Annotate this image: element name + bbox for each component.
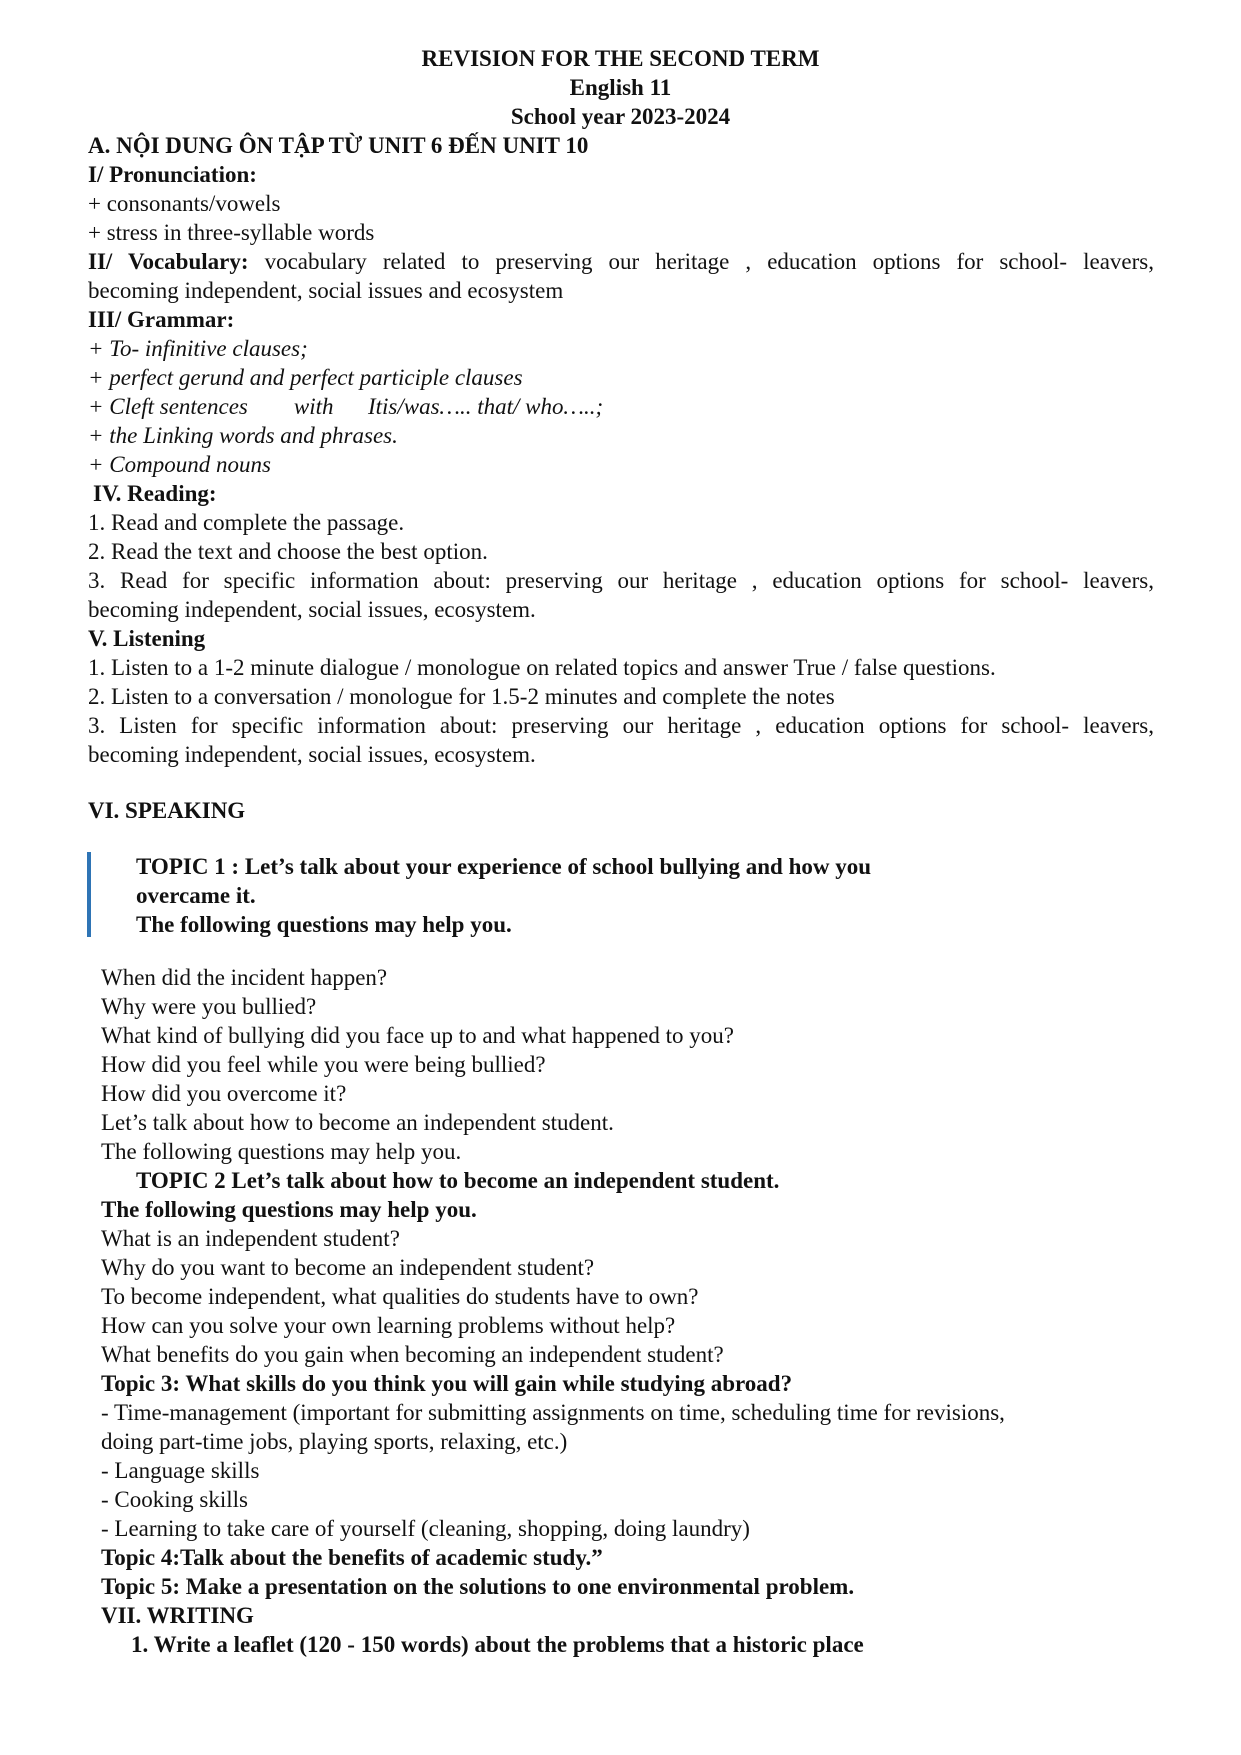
topic2-question: Why do you want to become an independent student? xyxy=(101,1255,595,1280)
topic1-quote-bar xyxy=(87,852,91,937)
topic2-question: How can you solve your own learning problems without help? xyxy=(101,1313,676,1338)
topic2-question: What benefits do you gain when becoming an independent student? xyxy=(101,1342,724,1367)
listening-item: becoming independent, social issues, ecosystem. xyxy=(88,742,536,767)
topic1-question: The following questions may help you. xyxy=(101,1139,462,1164)
vocabulary-text-cont: becoming independent, social issues and ecosystem xyxy=(88,278,564,303)
topic3-item: - Cooking skills xyxy=(101,1487,248,1512)
grammar-item: + the Linking words and phrases. xyxy=(88,423,398,448)
listening-item: 2. Listen to a conversation / monologue for 1.5-2 minutes and complete the notes xyxy=(88,684,835,709)
grammar-item: + To- infinitive clauses; xyxy=(88,336,308,361)
pronunciation-heading: I/ Pronunciation: xyxy=(88,162,257,187)
reading-item: becoming independent, social issues, ecosystem. xyxy=(88,597,536,622)
topic3-title: Topic 3: What skills do you think you will gain while studying abroad? xyxy=(101,1371,793,1396)
vocabulary-heading: II/ Vocabulary: xyxy=(88,249,249,274)
topic2-prompt: The following questions may help you. xyxy=(101,1197,477,1222)
topic1-prompt: The following questions may help you. xyxy=(136,912,512,937)
topic2-question: What is an independent student? xyxy=(101,1226,400,1251)
writing-item: 1. Write a leaflet (120 - 150 words) about the problems that a historic place xyxy=(131,1632,864,1657)
doc-title: REVISION FOR THE SECOND TERM xyxy=(421,46,820,71)
reading-item: 3. Read for specific information about: preserving our heritage , education options for school- leavers, xyxy=(88,568,1154,593)
topic2-question: To become independent, what qualities do students have to own? xyxy=(101,1284,699,1309)
pronunciation-item: + stress in three-syllable words xyxy=(88,220,375,245)
topic1-title-cont: overcame it. xyxy=(136,883,256,908)
topic4-title: Topic 4:Talk about the benefits of academic study.” xyxy=(101,1545,603,1570)
listening-heading: V. Listening xyxy=(88,626,206,651)
speaking-heading: VI. SPEAKING xyxy=(88,798,246,823)
writing-heading: VII. WRITING xyxy=(101,1603,254,1628)
doc-subject: English 11 xyxy=(569,75,672,100)
grammar-item: + Compound nouns xyxy=(88,452,271,477)
grammar-item: + Cleft sentences with Itis/was….. that/ who…..; xyxy=(88,394,604,419)
listening-item: 1. Listen to a 1-2 minute dialogue / monologue on related topics and answer True / false questions. xyxy=(88,655,996,680)
topic1-question: What kind of bullying did you face up to and what happened to you? xyxy=(101,1023,734,1048)
reading-item: 1. Read and complete the passage. xyxy=(88,510,405,535)
topic3-item: - Language skills xyxy=(101,1458,260,1483)
topic1-question: How did you feel while you were being bullied? xyxy=(101,1052,546,1077)
topic5-title: Topic 5: Make a presentation on the solutions to one environmental problem. xyxy=(101,1574,855,1599)
section-a-heading: A. NỘI DUNG ÔN TẬP TỪ UNIT 6 ĐẾN UNIT 10 xyxy=(88,133,589,158)
topic1-question: How did you overcome it? xyxy=(101,1081,347,1106)
reading-item: 2. Read the text and choose the best option. xyxy=(88,539,488,564)
pronunciation-item: + consonants/vowels xyxy=(88,191,281,216)
topic3-item: - Learning to take care of yourself (cleaning, shopping, doing laundry) xyxy=(101,1516,750,1541)
topic1-question: Why were you bullied? xyxy=(101,994,317,1019)
topic3-item: doing part-time jobs, playing sports, relaxing, etc.) xyxy=(101,1429,568,1454)
doc-year: School year 2023-2024 xyxy=(510,104,731,129)
topic1-question: When did the incident happen? xyxy=(101,965,388,990)
topic1-question: Let’s talk about how to become an independent student. xyxy=(101,1110,614,1135)
vocabulary-line xyxy=(88,247,1154,276)
topic2-title: TOPIC 2 Let’s talk about how to become an independent student. xyxy=(136,1168,780,1193)
vocabulary-text: vocabulary related to preserving our heritage , education options for school- leavers, xyxy=(264,249,1154,274)
listening-item: 3. Listen for specific information about: preserving our heritage , education options for school- leavers, xyxy=(88,713,1154,738)
reading-heading: IV. Reading: xyxy=(93,481,217,506)
grammar-item: + perfect gerund and perfect participle clauses xyxy=(88,365,523,390)
topic1-title: TOPIC 1 : Let’s talk about your experience of school bullying and how you xyxy=(136,854,872,879)
grammar-heading: III/ Grammar: xyxy=(88,307,235,332)
topic3-item: - Time-management (important for submitting assignments on time, scheduling time for revisions, xyxy=(101,1400,1005,1425)
